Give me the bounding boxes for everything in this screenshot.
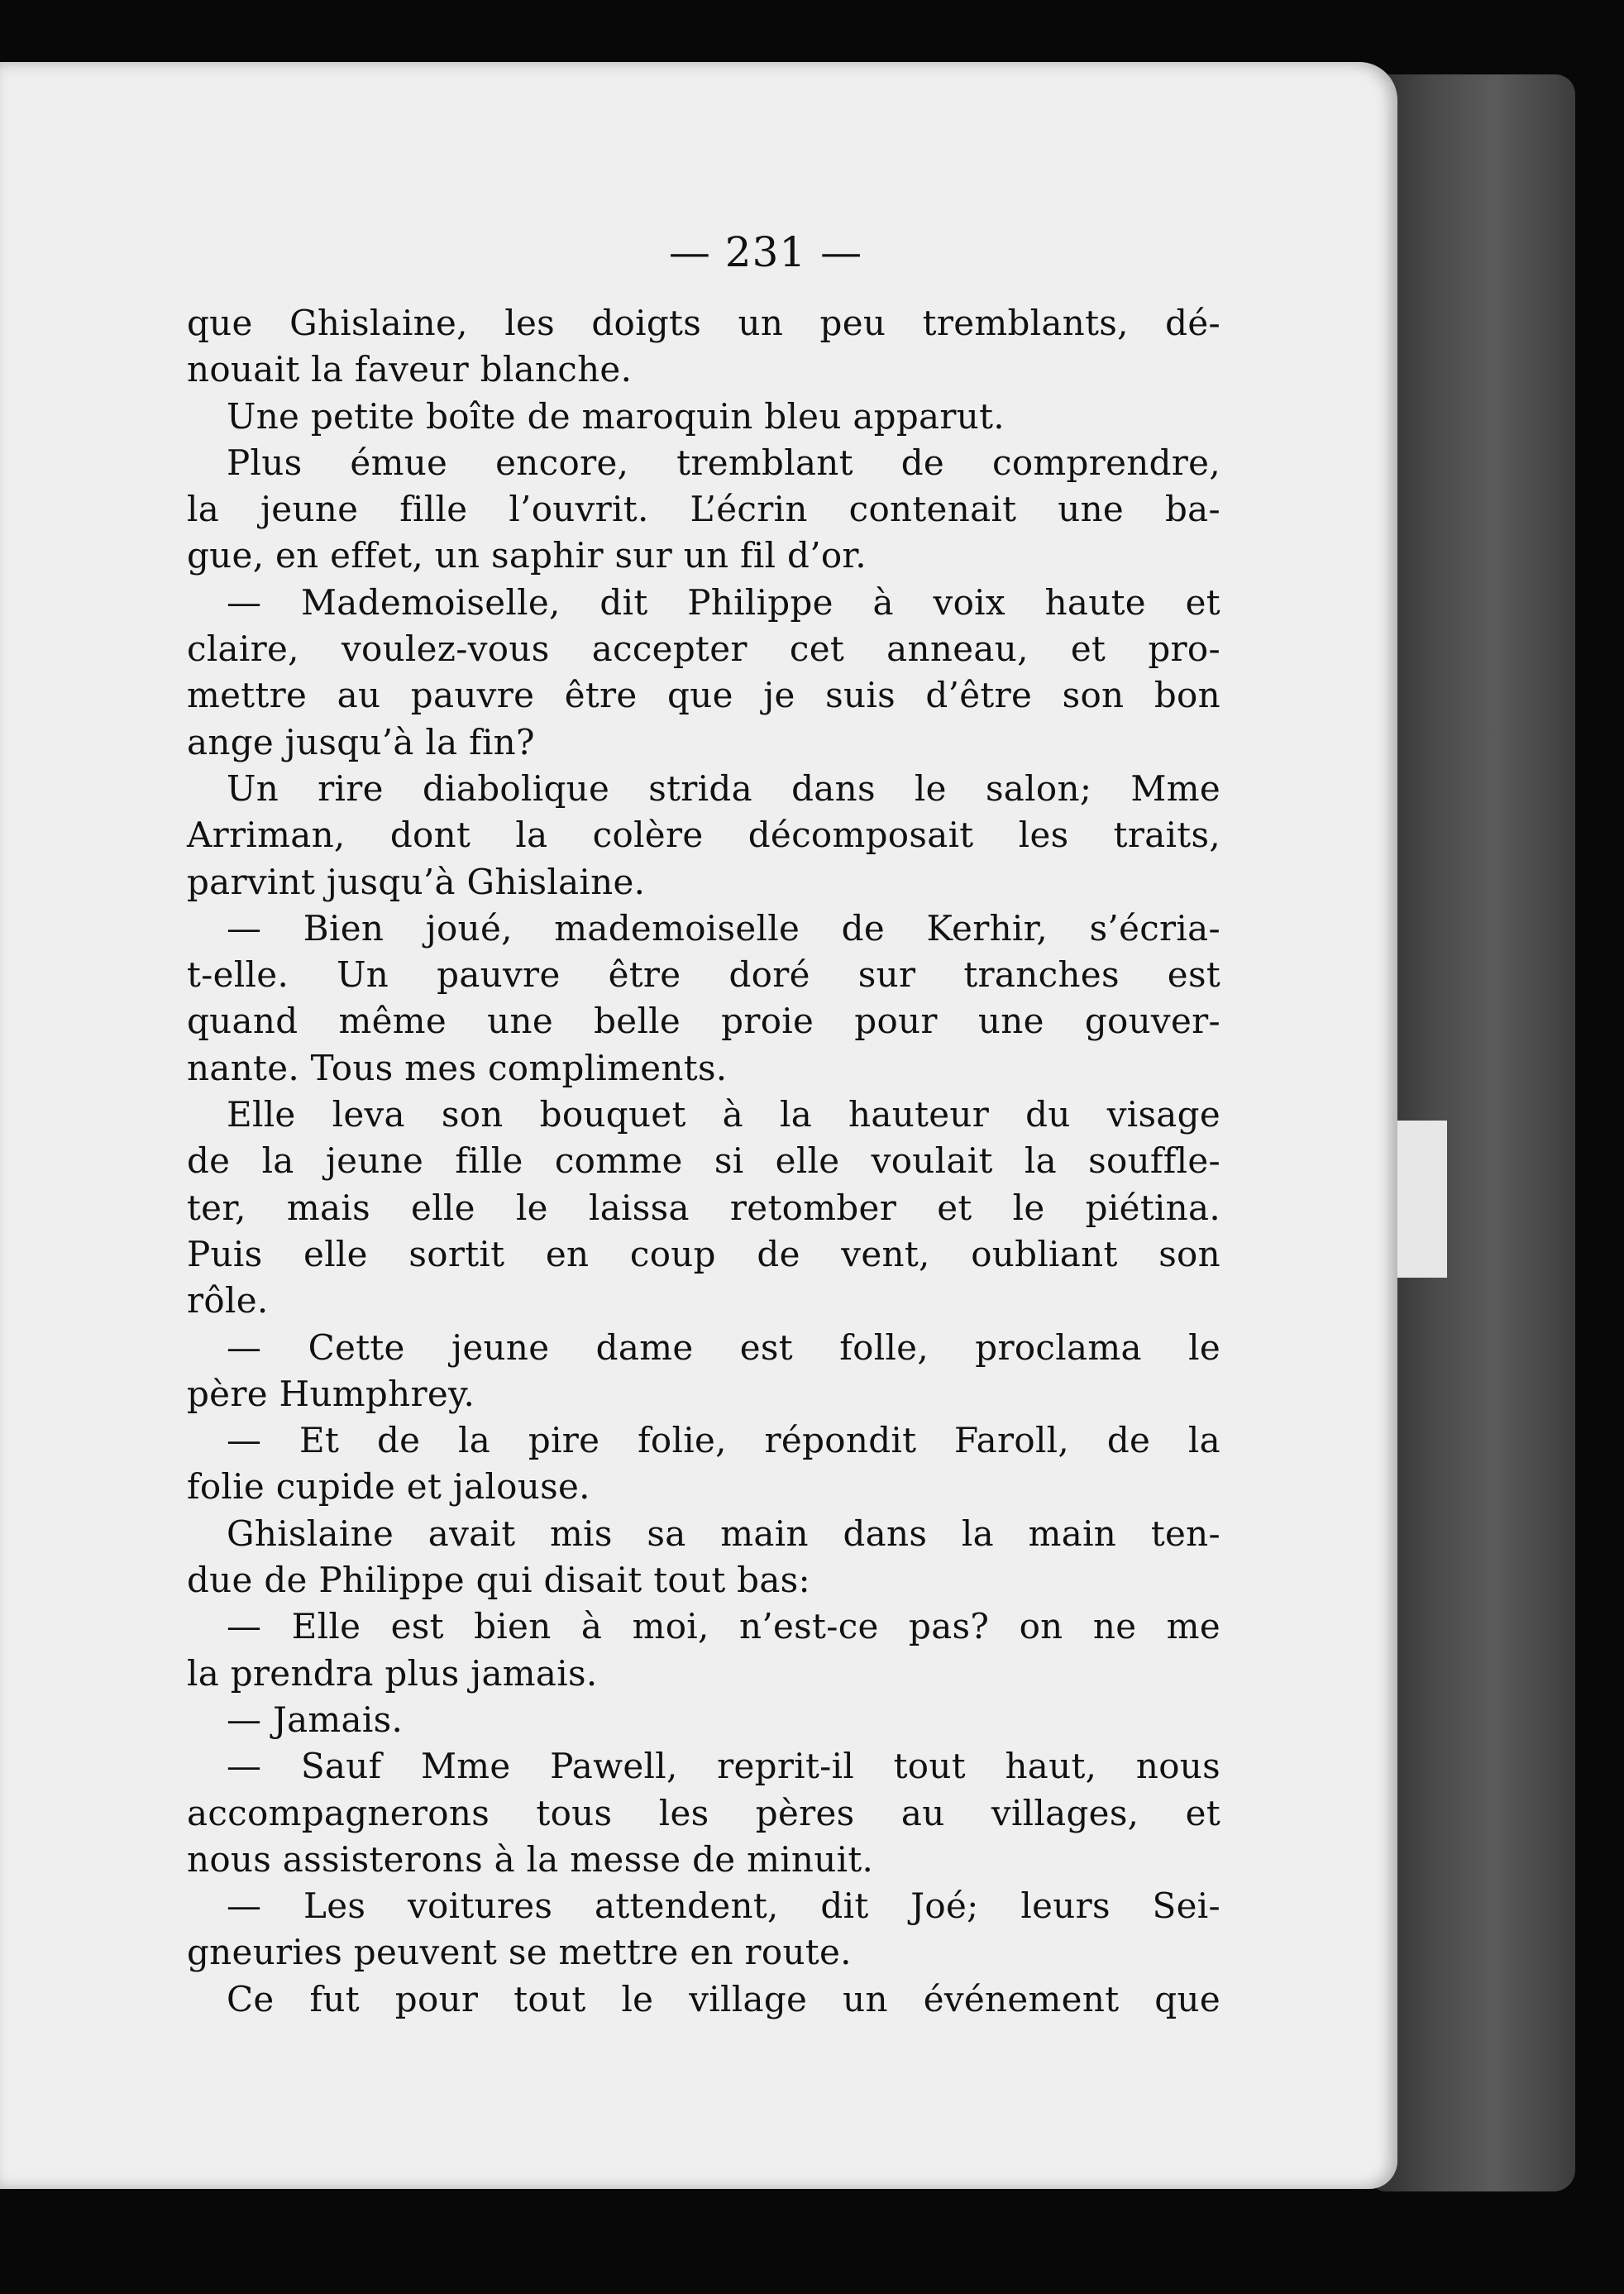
- text-line: — Bien joué, mademoiselle de Kerhir, s’écria-: [227, 907, 1220, 949]
- text-line: Puis elle sortit en coup de vent, oubliant son: [187, 1233, 1220, 1274]
- text-line: folie cupide et jalouse.: [187, 1466, 590, 1508]
- text-line: accompagnerons tous les pères au villages, et: [187, 1792, 1220, 1833]
- book-page: [0, 62, 1397, 2189]
- text-line: Un rire diabolique strida dans le salon; Mme: [227, 767, 1220, 809]
- text-line: — Les voitures attendent, dit Joé; leurs Sei-: [227, 1885, 1220, 1927]
- page-text: [187, 300, 1220, 2023]
- text-line: Une petite boîte de maroquin bleu apparut.: [227, 395, 1005, 437]
- text-line: ter, mais elle le laissa retomber et le piétina.: [187, 1187, 1220, 1228]
- text-line: — Et de la pire folie, répondit Faroll, de la: [227, 1420, 1220, 1461]
- text-line: nante. Tous mes compliments.: [187, 1047, 728, 1088]
- text-line: nouait la faveur blanche.: [187, 349, 633, 390]
- text-line: ange jusqu’à la fin?: [187, 721, 535, 762]
- text-line: mettre au pauvre être que je suis d’être son bon: [187, 675, 1220, 716]
- text-line: Ghislaine avait mis sa main dans la main ten-: [227, 1513, 1220, 1554]
- text-line: due de Philippe qui disait tout bas:: [187, 1560, 810, 1601]
- text-line: de la jeune fille comme si elle voulait la souffle-: [187, 1140, 1220, 1182]
- text-line: — Cette jeune dame est folle, proclama le: [227, 1326, 1220, 1368]
- text-line: Plus émue encore, tremblant de comprendre,: [227, 442, 1220, 483]
- text-line: — Sauf Mme Pawell, reprit-il tout haut, nous: [227, 1746, 1220, 1787]
- text-line: la prendra plus jamais.: [187, 1652, 598, 1694]
- text-line: claire, voulez-vous accepter cet anneau, et pro-: [187, 628, 1220, 670]
- text-line: Arriman, dont la colère décomposait les traits,: [187, 815, 1220, 856]
- text-line: — Mademoiselle, dit Philippe à voix haute et: [227, 581, 1220, 623]
- text-line: gue, en effet, un saphir sur un fil d’or.: [187, 535, 867, 576]
- text-line: t-elle. Un pauvre être doré sur tranches est: [187, 954, 1220, 996]
- text-line: quand même une belle proie pour une gouver-: [187, 1001, 1220, 1042]
- text-line: — Jamais.: [227, 1699, 404, 1740]
- page-number: — 231 —: [668, 228, 863, 276]
- text-line: parvint jusqu’à Ghislaine.: [187, 861, 646, 902]
- text-line: nous assisterons à la messe de minuit.: [187, 1838, 874, 1880]
- page-tab-light: [1397, 1121, 1447, 1278]
- text-line: gneuries peuvent se mettre en route.: [187, 1932, 852, 1973]
- text-line: — Elle est bien à moi, n’est-ce pas? on ne me: [227, 1606, 1220, 1647]
- text-line: rôle.: [187, 1280, 269, 1321]
- text-line: Elle leva son bouquet à la hauteur du visage: [227, 1094, 1220, 1135]
- text-line: Ce fut pour tout le village un événement que: [227, 1978, 1220, 2019]
- text-line: que Ghislaine, les doigts un peu tremblants, dé-: [187, 303, 1220, 343]
- text-line: la jeune fille l’ouvrit. L’écrin contenait une ba-: [187, 489, 1220, 530]
- text-line: père Humphrey.: [187, 1373, 475, 1414]
- page-content: [187, 228, 1220, 2023]
